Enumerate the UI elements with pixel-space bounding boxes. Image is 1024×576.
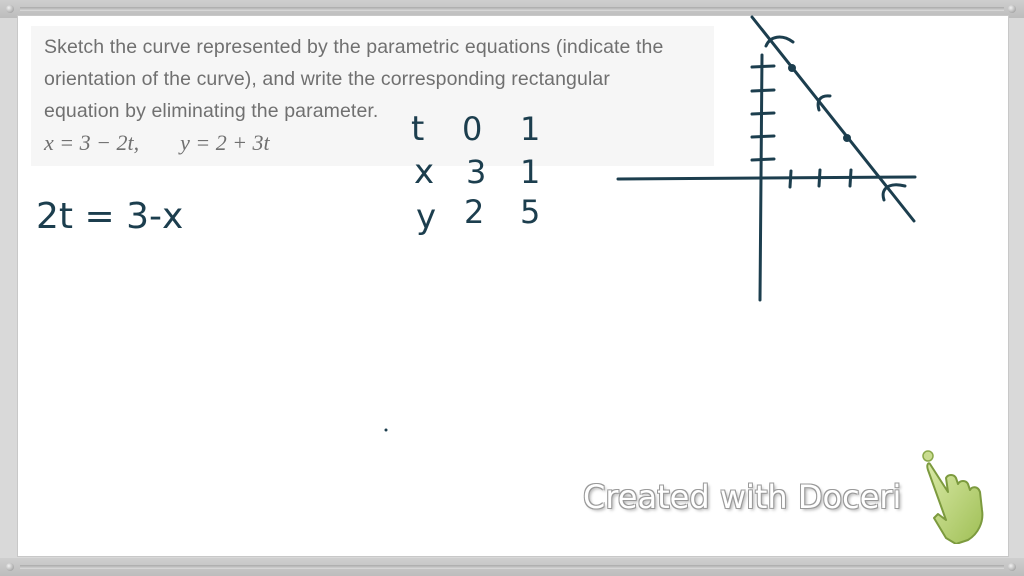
problem-line-1: Sketch the curve represented by the parametric equations (indicate the	[44, 36, 664, 58]
sketch-graph	[618, 17, 915, 300]
y-tick	[752, 66, 774, 67]
table-cell: 3	[466, 153, 487, 191]
bottom-rail	[20, 565, 1004, 569]
equation-x: x = 3 − 2t,	[44, 130, 140, 155]
table-cell: 1	[520, 110, 541, 148]
table-cell: 5	[520, 193, 541, 231]
table-cell: 1	[520, 153, 541, 191]
problem-line-3: equation by eliminating the parameter.	[44, 100, 379, 122]
x-tick	[819, 170, 820, 186]
orientation-arrow	[766, 37, 793, 46]
bottom-frame-bar	[0, 558, 1024, 576]
ink-dot	[385, 429, 388, 432]
parametric-line	[752, 17, 914, 221]
table-cell: 0	[462, 110, 483, 148]
plotted-point	[788, 64, 796, 72]
table-row-label: y	[416, 197, 437, 237]
problem-line-2: orientation of the curve), and write the corresponding rectangular	[44, 68, 610, 90]
y-tick	[752, 90, 774, 91]
x-tick	[790, 171, 791, 187]
y-tick	[752, 159, 774, 160]
table-row-label: x	[414, 152, 435, 192]
y-tick	[752, 136, 774, 137]
screw-icon	[6, 563, 14, 571]
plotted-point	[843, 134, 851, 142]
elimination-work: 2t = 3-x	[36, 196, 184, 237]
pointing-hand-icon	[918, 448, 988, 544]
equation-y: y = 2 + 3t	[180, 130, 270, 155]
screw-icon	[1008, 563, 1016, 571]
y-tick	[752, 113, 774, 114]
x-axis	[618, 177, 915, 179]
x-tick	[850, 170, 851, 186]
value-table	[411, 109, 540, 237]
table-cell: 2	[464, 193, 485, 231]
doceri-watermark: Created with Doceri	[583, 478, 902, 516]
table-row-label: t	[411, 109, 425, 149]
